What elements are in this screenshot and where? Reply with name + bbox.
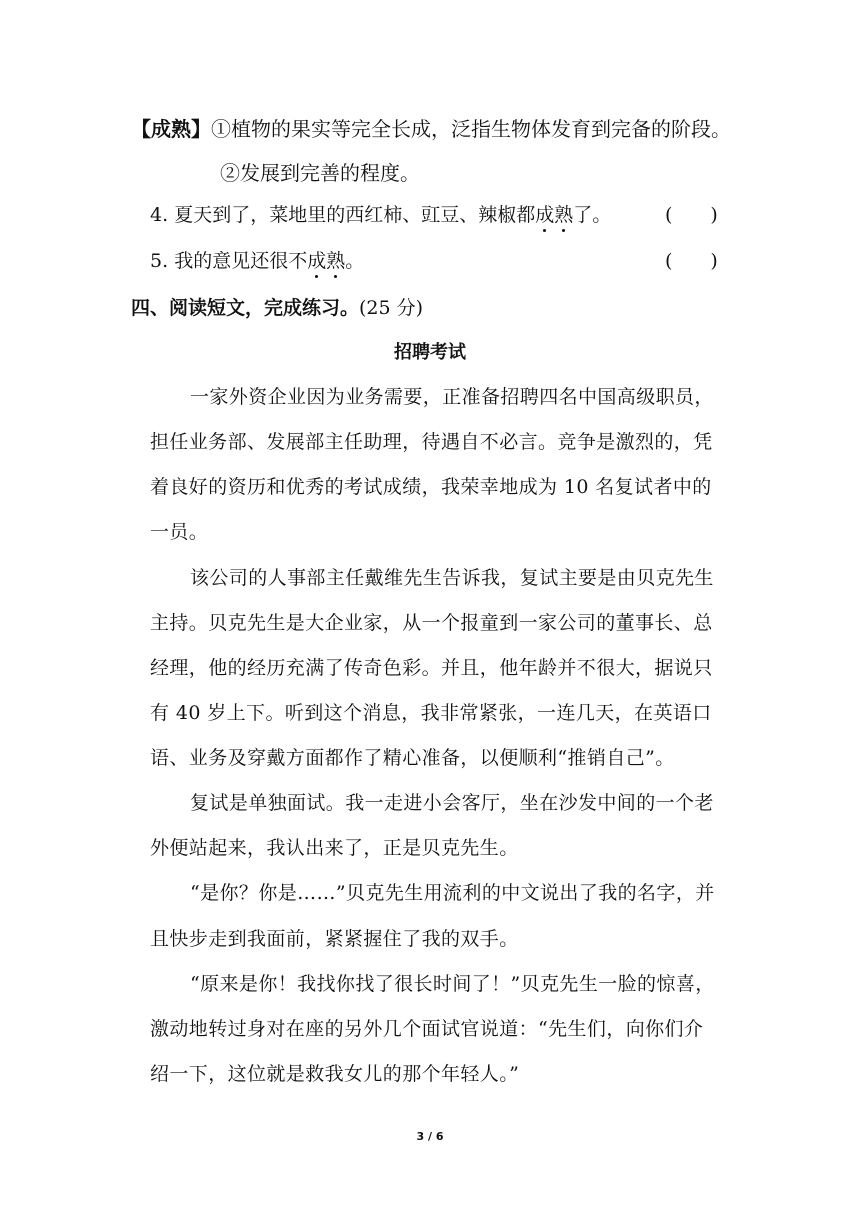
question-text-after: 。 <box>345 250 365 272</box>
definition-line-1 <box>131 117 731 141</box>
article-title: 招聘考试 <box>394 342 466 363</box>
question-4 <box>150 203 611 227</box>
article-line: 外便站起来，我认出来了，正是贝克先生。 <box>150 837 519 859</box>
article-line: 主持。贝克先生是大企业家，从一个报童到一家公司的董事长、总 <box>150 612 713 634</box>
dotted-char: 熟 <box>554 204 574 226</box>
article-line: 一家外资企业因为业务需要，正准备招聘四名中国高级职员， <box>190 386 714 408</box>
article-line: 担任业务部、发展部主任助理，待遇自不必言。竞争是激烈的，凭 <box>150 431 713 453</box>
definition-term: 【成熟】 <box>131 117 211 141</box>
question-5 <box>150 249 364 273</box>
article-line: 且快步走到我面前，紧紧握住了我的双手。 <box>150 928 519 950</box>
article-line: 激动地转过身对在座的另外几个面试官说道：“先生们，向你们介 <box>150 1018 704 1040</box>
dotted-char: 熟 <box>326 250 346 272</box>
answer-blank-4[interactable]: ( ) <box>665 204 718 226</box>
article-line: “原来是你！我找你找了很长时间了！”贝克先生一脸的惊喜， <box>190 973 715 995</box>
question-text-after: 了。 <box>573 204 612 226</box>
dotted-char: 成 <box>535 204 555 226</box>
article-line: 有 40 岁上下。听到这个消息，我非常紧张，一连几天，在英语口 <box>150 702 712 724</box>
article-line: 复试是单独面试。我一走进小会客厅，坐在沙发中间的一个老 <box>190 792 714 814</box>
article-line: 语、业务及穿戴方面都作了精心准备，以便顺利“推销自己”。 <box>150 747 675 769</box>
question-text-before: 我的意见还很不 <box>174 250 308 272</box>
page-number: 3 / 6 <box>416 1130 444 1143</box>
article-line: 一员。 <box>150 521 209 543</box>
article-line: 经理，他的经历充满了传奇色彩。并且，他年龄并不很大，据说只 <box>150 657 713 679</box>
definition-meaning-1: ①植物的果实等完全长成，泛指生物体发育到完备的阶段。 <box>211 117 731 141</box>
article-line: 绍一下，这位就是救我女儿的那个年轻人。” <box>150 1063 520 1085</box>
dotted-char: 成 <box>307 250 327 272</box>
section-heading <box>131 296 423 320</box>
question-text-before: 夏天到了，菜地里的西红柿、豇豆、辣椒都 <box>174 204 536 226</box>
definition-meaning-2: ②发展到完善的程度。 <box>220 161 420 185</box>
article-line: 该公司的人事部主任戴维先生告诉我，复试主要是由贝克先生 <box>190 567 714 589</box>
section-score: (25 分) <box>359 297 424 319</box>
answer-blank-5[interactable]: ( ) <box>665 250 718 272</box>
question-number: 4. <box>150 204 169 226</box>
question-number: 5. <box>150 250 169 272</box>
article-line: “是你？你是……”贝克先生用流利的中文说出了我的名字，并 <box>190 882 715 904</box>
article-line: 着良好的资历和优秀的考试成绩，我荣幸地成为 10 名复试者中的 <box>150 476 712 498</box>
section-title: 四、阅读短文，完成练习。 <box>131 297 360 319</box>
definition-line-2 <box>220 161 420 185</box>
